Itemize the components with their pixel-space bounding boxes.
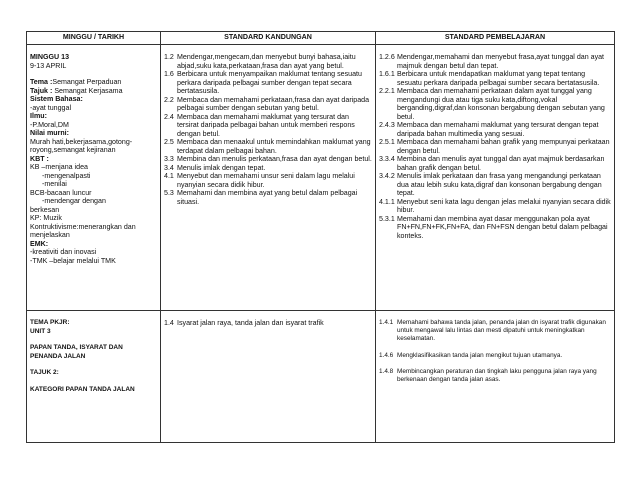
standard-item-number: 3.3 — [164, 155, 174, 163]
bcb-item-1: BCB-bacaan luncur — [30, 188, 92, 197]
standard-item — [379, 70, 611, 87]
standard-item-text: Mendengar,memahami dan menyebut frasa,ayat tunggal dan ayat majmuk dengan betul dan tepat. — [397, 53, 605, 70]
standard-item-number: 1.2 — [164, 53, 174, 61]
standard-item-text: Membina dan menulis ayat tunggal dan ayat majmuk berdasarkan bahan grafik dengan betul. — [397, 155, 605, 172]
standard-item-text: Memahami dan membina ayat yang betul dalam pelbagai situasi. — [177, 189, 358, 206]
learning-standard-list — [379, 53, 611, 240]
standard-item-number: 5.3.1 — [379, 214, 395, 223]
standard-item-number: 4.1.1 — [379, 197, 395, 206]
emk-item-2: -TMK –belajar melalui TMK — [30, 256, 116, 265]
standard-item-number: 3.3.4 — [379, 155, 395, 163]
standard-item-number: 1.6 — [164, 70, 174, 78]
standard-item-number: 2.2 — [164, 95, 174, 104]
emk-label: EMK: — [30, 239, 49, 248]
week-label: MINGGU 13 — [30, 53, 70, 61]
standard-item — [379, 198, 611, 215]
row1-learning-standard-cell — [376, 45, 615, 311]
ayat-tunggal-text: -ayat tunggal — [30, 103, 72, 112]
header-learning-standard: STANDARD PEMBELAJARAN — [376, 32, 615, 45]
papan-tanda-title-2: PENANDA JALAN — [30, 352, 86, 360]
row2-content-standard-cell — [161, 311, 376, 443]
standard-item-number: 3.4 — [164, 163, 174, 172]
kategori-label: KATEGORI PAPAN TANDA JALAN — [30, 385, 135, 393]
standard-item-text: Memahami bahawa tanda jalan, penanda jalan dn isyarat trafik digunakan untuk mengawal lalu lintas dan mesti dipatuhi untuk meningkatkan keselamatan. — [397, 319, 606, 343]
tajuk-2-label: TAJUK 2: — [30, 369, 59, 376]
standard-item-text: Membaca dan memahami perkataan dalam ayat tunggal yang mengandungi dua atau tiga suku kata,diftong,vokal berganding,digraf,dan konsonan bergabung dengan sebutan yang betul. — [397, 87, 605, 121]
nilai-value-2: royong,semangat kejiranan — [30, 146, 116, 154]
standard-item — [164, 319, 372, 328]
nilai-value-1: Murah hati,bekerjasama,gotong- — [30, 137, 133, 146]
header-content-standard: STANDARD KANDUNGAN — [161, 32, 376, 45]
kb-item-1: KB –menjana idea — [30, 163, 88, 171]
standard-item-number: 1.4.6 — [379, 351, 394, 359]
standard-item-text: Mendengar,mengecam,dan menyebut bunyi bahasa,iaitu abjad,suku kata,perkataan,frasa dan ayat yang betul. — [177, 53, 356, 70]
standard-item — [164, 138, 372, 155]
standard-item — [379, 53, 611, 70]
standard-item-number: 2.5.1 — [379, 138, 395, 146]
standard-item-text: Berbicara untuk mendapatkan maklumat yang tepat tentang sesuatu perkara daripada pelbagai sumber secara bertatasusila. — [397, 70, 600, 87]
standard-item-text: Membina dan menulis perkataan,frasa dan ayat dengan betul. — [177, 155, 372, 163]
standard-item — [379, 155, 611, 172]
standard-item — [164, 53, 372, 70]
standard-item — [164, 113, 372, 139]
lesson-plan-table — [26, 31, 615, 443]
standard-item-text: Membincangkan peraturan dan tingkah laku pengguna jalan raya yang berkenaan dengan tanda jalan asas. — [397, 367, 597, 384]
pkjr-learning-standard-list — [379, 319, 611, 392]
standard-item-number: 4.1 — [164, 172, 174, 180]
kbt-label: KBT : — [30, 154, 49, 163]
header-week-date: MINGGU / TARIKH — [27, 32, 161, 45]
standard-item-text: Isyarat jalan raya, tanda jalan dan isyarat trafik — [177, 319, 324, 327]
emk-item-1: -kreativiti dan inovasi — [30, 248, 97, 256]
standard-item-number: 2.2.1 — [379, 87, 395, 95]
tema-pkjr-label: TEMA PKJR: — [30, 319, 70, 326]
standard-item-text: Mengklasifikasikan tanda jalan mengikut tujuan utamanya. — [397, 351, 563, 359]
bcb-item-2: -mendengar dengan — [42, 197, 106, 205]
standard-item — [164, 96, 372, 113]
standard-item — [164, 172, 372, 189]
standard-item-text: Berbicara untuk menyampaikan maklumat tentang sesuatu perkara daripada pelbagai sumber dengan tepat secara bertatasusila. — [177, 70, 362, 95]
row1-content-standard-cell — [161, 45, 376, 311]
standard-item-text: Membaca dan memahami maklumat yang tersurat dan tersirat daripada pelbagai bahan untuk memberi respons dengan betul. — [177, 112, 355, 138]
unit-label: UNIT 3 — [30, 327, 51, 335]
nilai-murni-label: Nilai murni: — [30, 129, 70, 137]
standard-item — [164, 164, 372, 173]
standard-item-number: 1.4 — [164, 319, 174, 327]
tema-label: Tema :Semangat Perpaduan — [30, 78, 122, 86]
standard-item-text: Menyebut dan memahami unsur seni dalam lagu melalui nyanyian secara didik hibur. — [177, 172, 355, 189]
table-header-row — [27, 32, 615, 45]
ilmu-label: Ilmu: — [30, 112, 47, 120]
standard-item-number: 2.4 — [164, 112, 174, 121]
standard-item — [379, 368, 611, 384]
pkjr-content-standard-list — [164, 319, 372, 328]
standard-item-text: Membaca dan memahami bahan grafik yang mempunyai perkataan dengan betul. — [397, 138, 610, 155]
bcb-item-3: berkesan — [30, 205, 60, 214]
standard-item-text: Membaca dan memahami maklumat yang tersurat dengan tepat daripada bahan multimedia yang sesuai. — [397, 121, 599, 138]
standard-item — [379, 121, 611, 138]
date-label: 9-13 APRIL — [30, 61, 67, 70]
standard-item — [379, 319, 611, 344]
konstruktivisme-text-2: menjelaskan — [30, 231, 70, 239]
kp-text: KP: Muzik — [30, 214, 62, 222]
standard-item-text: Menulis imlak perkataan dan frasa yang mengandungi perkataan dua atau lebih suku kata,digraf dan konsonan bergabung dengan tepat. — [397, 172, 602, 197]
standard-item-number: 2.5 — [164, 138, 174, 146]
table-row — [27, 311, 615, 443]
standard-item — [164, 70, 372, 96]
standard-item-number: 1.6.1 — [379, 70, 395, 78]
row2-learning-standard-cell — [376, 311, 615, 443]
standard-item-number: 2.4.3 — [379, 121, 395, 129]
table-row — [27, 45, 615, 311]
standard-item — [379, 172, 611, 198]
ilmu-value: -P.Moral,DM — [30, 120, 69, 129]
standard-item-text: Membaca dan menaakul untuk memindahkan maklumat yang terdapat dalam pelbagai bahan. — [177, 138, 371, 155]
standard-item — [379, 138, 611, 155]
standard-item-number: 1.4.1 — [379, 319, 394, 326]
content-standard-list — [164, 53, 372, 206]
tajuk-label: Tajuk : Semangat Kerjasama — [30, 86, 123, 95]
standard-item-text: Menyebut seni kata lagu dengan jelas melalui nyanyian secara didik hibur. — [397, 197, 611, 214]
standard-item — [164, 155, 372, 164]
kb-item-2: -mengenalpasti — [42, 171, 91, 180]
standard-item — [379, 215, 611, 241]
row2-theme-cell — [27, 311, 161, 443]
standard-item — [164, 189, 372, 206]
row1-week-cell — [27, 45, 161, 311]
papan-tanda-title-1: PAPAN TANDA, ISYARAT DAN — [30, 344, 123, 351]
sistem-bahasa-label: Sistem Bahasa: — [30, 95, 83, 103]
standard-item-number: 5.3 — [164, 189, 174, 197]
standard-item-number: 1.4.8 — [379, 367, 394, 375]
standard-item-text: Memahami dan membina ayat dasar menggunakan pola ayat FN+FN,FN+FK,FN+FA, dan FN+FSN dengan betul dalam pelbagai konteks. — [397, 214, 608, 240]
standard-item-number: 3.4.2 — [379, 172, 395, 180]
kb-item-3: -menilai — [42, 180, 67, 188]
standard-item-text: Membaca dan memahami perkataan,frasa dan ayat daripada pelbagai sumber dengan sebutan yang betul. — [177, 95, 370, 112]
standard-item-text: Menulis imlak dengan tepat. — [177, 163, 266, 172]
konstruktivisme-text-1: Kontruktivisme:menerangkan dan — [30, 222, 136, 231]
standard-item — [379, 352, 611, 360]
standard-item — [379, 87, 611, 121]
standard-item-number: 1.2.6 — [379, 53, 395, 61]
